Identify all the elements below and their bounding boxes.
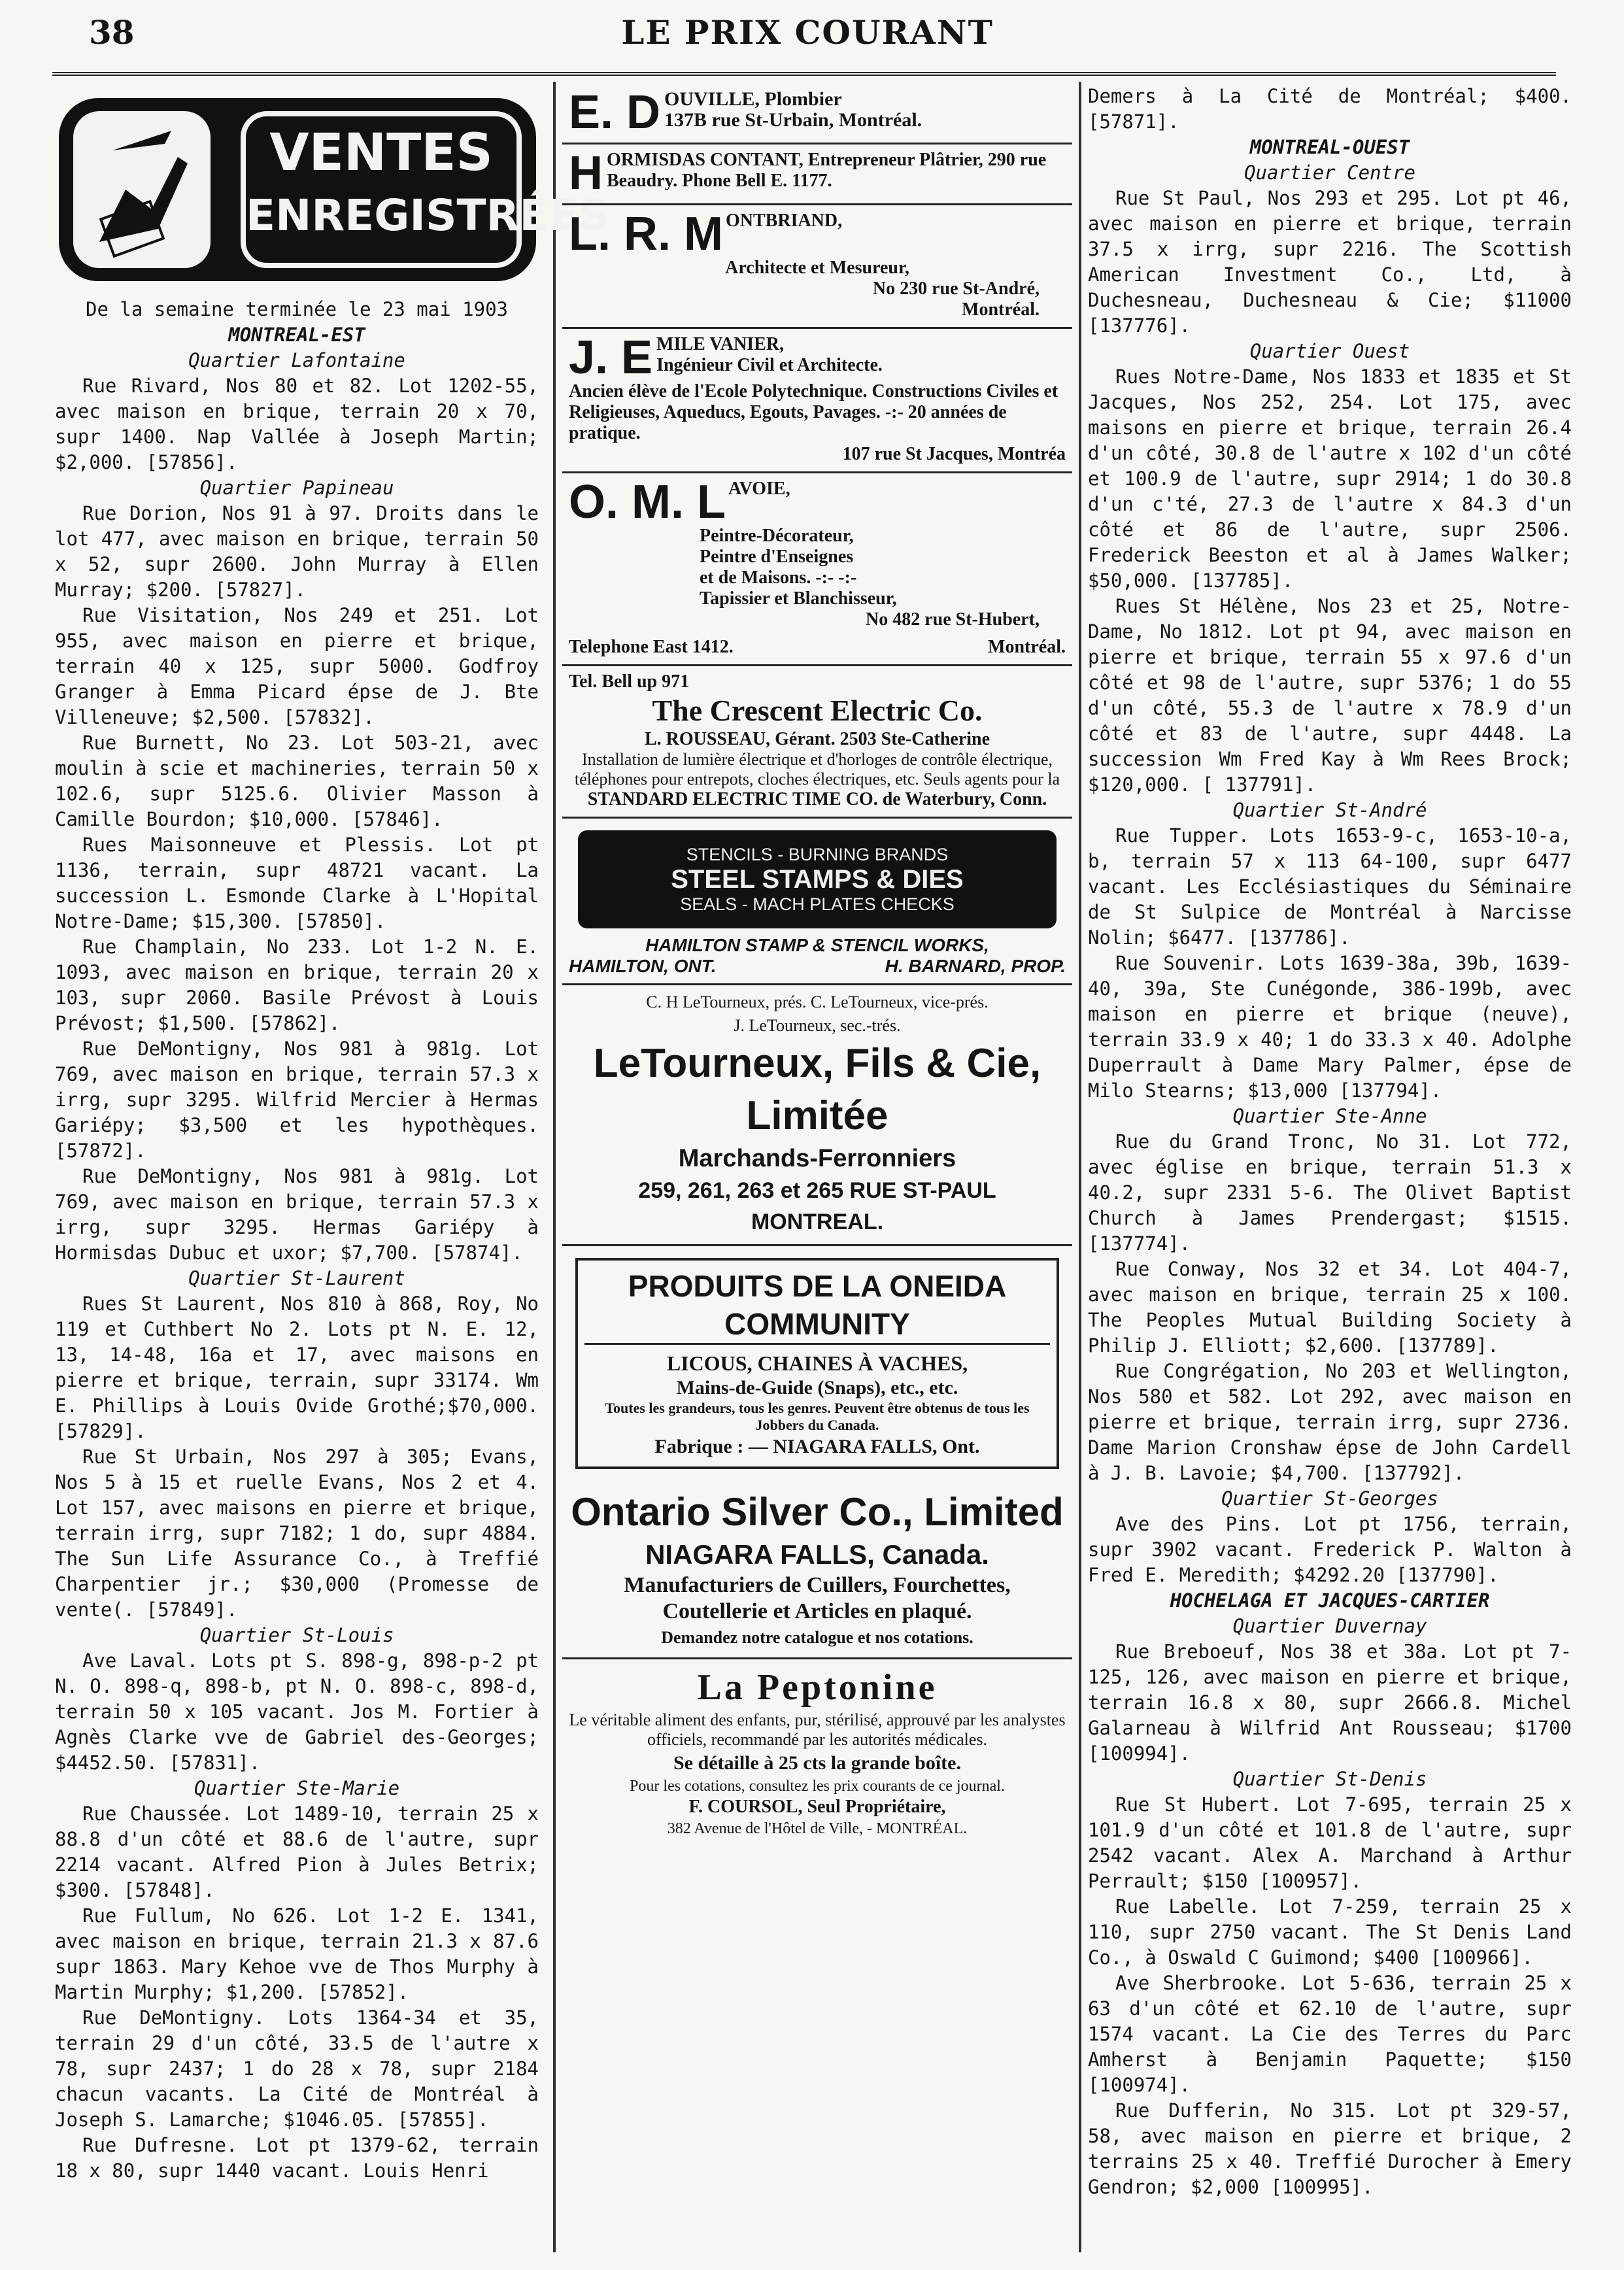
ad-line: Demandez notre catalogue et nos cotations.	[661, 1628, 973, 1647]
ad-line: MONTREAL.	[751, 1210, 884, 1234]
ad-lavoie	[562, 473, 1072, 666]
sale-entry: Rue Fullum, No 626. Lot 1-2 E. 1341, avec maison en brique, terrain 21.3 x 87.6 supr 1863. Mary Kehoe vve de Thos Murphy à Martin Murphy; $1,200. [57852].	[55, 1905, 539, 2003]
ad-line: Architecte et Mesureur,	[725, 258, 909, 278]
ad-name: AVOIE,	[728, 479, 790, 499]
quartier-heading: Quartier Lafontaine	[188, 349, 405, 371]
ad-city: NIAGARA FALLS, Canada.	[645, 1539, 989, 1570]
ad-name: ONTBRIAND,	[725, 211, 843, 231]
sale-entry: Rue DeMontigny. Lots 1364-34 et 35, terrain 29 d'un côté, 33.5 de l'autre x 78, supr 2437; 1 do 28 x 78, supr 2184 chacun vacants. La Cité de Montréal à Joseph S. Lamarche; $1046.05. [57855].	[55, 2007, 539, 2131]
sale-entry: Rue St Paul, Nos 293 et 295. Lot pt 46, avec maison en pierre et brique, terrain 37.5 x irrg, supr 2216. The Scottish American Investment Co., Ltd, à Duchesneau, Duchesneau & Cie; $11000 [137776].	[1088, 187, 1572, 337]
quartier-heading: Quartier St-Denis	[1232, 1768, 1427, 1790]
column-ads	[562, 84, 1072, 1845]
ad-line: 382 Avenue de l'Hôtel de Ville, - MONTRÉAL.	[667, 1820, 968, 1837]
ad-montbriand	[562, 205, 1072, 329]
ad-line: Montréal.	[962, 299, 1040, 320]
stamp-banner	[578, 830, 1057, 928]
ad-line: Pour les cotations, consultez les prix courants de ce journal.	[630, 1778, 1005, 1795]
quartier-heading: Quartier Centre	[1244, 161, 1415, 184]
ad-initial: J. E	[569, 331, 653, 384]
sale-entry: Rue Rivard, Nos 80 et 82. Lot 1202-55, avec maison en brique, terrain 20 x 70, supr 1400. Nap Vallée à Joseph Martin; $2,000. [57856].	[55, 375, 539, 473]
ad-line: 107 rue St Jacques, Montréa	[842, 444, 1066, 464]
quartier-heading: Quartier St-Georges	[1221, 1487, 1438, 1510]
sale-entry: Rues Maisonneuve et Plessis. Lot pt 1136, terrain, supr 48721 vacant. La succession L. Esmonde Clarke à L'Hopital Notre-Dame; $15,300. [57850].	[55, 834, 539, 932]
ad-line: et de Maisons. -:- -:-	[700, 568, 857, 588]
sale-entry: Ave Sherbrooke. Lot 5-636, terrain 25 x 63 d'un côté et 62.10 de l'autre, supr 1574 vacant. La Cie des Terres du Parc Amherst à Benjamin Paquette; $150 [100974].	[1088, 1972, 1572, 2096]
ad-phone: Telephone East 1412.	[569, 637, 734, 657]
ad-initial: E. D	[569, 86, 661, 139]
logo-line-2: ENREGISTRÉES	[246, 190, 610, 241]
ad-name: OUVILLE, Plombier	[664, 88, 842, 110]
column-left-entries	[55, 322, 539, 2184]
ad-line: Ingénieur Civil et Architecte.	[656, 355, 883, 375]
column-right-entries	[1088, 84, 1572, 2200]
ad-contant	[562, 144, 1072, 205]
ad-city: HAMILTON, ONT.	[569, 956, 717, 976]
ad-line: Mains-de-Guide (Snaps), etc., etc.	[676, 1377, 958, 1398]
ad-line: No 482 rue St-Hubert,	[866, 609, 1040, 630]
sale-entry: Ave des Pins. Lot pt 1756, terrain, supr 3902 vacant. Frederick P. Walton à Fred E. Meredith; $4292.20 [137790].	[1088, 1513, 1572, 1586]
column-left	[55, 84, 610, 2184]
sale-entry: Rue Breboeuf, Nos 38 et 38a. Lot pt 7-125, 126, avec maison en pierre et brique, terrain 16.8 x 80, supr 2666.8. Michel Galarneau à Wilfrid Ant Rousseau; $1700 [100994].	[1088, 1640, 1572, 1765]
quartier-heading: Quartier Ste-Anne	[1232, 1105, 1427, 1127]
sale-entry: Rues Notre-Dame, Nos 1833 et 1835 et St Jacques, Nos 252, 254. Lot 175, avec maisons en pierre et brique, terrain 26.4 d'un côté, 30.8 de l'autre x 102 d'un côté et 100.9 de l'autre, supr 2914; 1 do 30.8 d'un c'té, 27.3 de l'autre x 84.3 d'un côté et 86 de l'autre, supr 2506. Frederick Beeston et al à James Walker; $50,000. [137785].	[1088, 365, 1572, 592]
column-divider	[553, 82, 556, 2252]
quartier-heading: Quartier Duvernay	[1232, 1615, 1427, 1637]
ad-initial: L. R. M	[569, 208, 723, 260]
week-intro: De la semaine terminée le 23 mai 1903	[85, 298, 508, 320]
quartier-heading: Quartier St-Laurent	[188, 1267, 405, 1289]
ad-city: Montréal.	[988, 637, 1066, 657]
scribe-illustration	[73, 111, 211, 268]
sale-entry: Rue Visitation, Nos 249 et 251. Lot 955, avec maison en pierre et brique, terrain 40 x 125, supr 5000. Godfroy Granger à Emma Picard épse de J. Bte Villeneuve; $2,500. [57832].	[55, 604, 539, 728]
ad-crescent	[562, 666, 1072, 819]
ad-initial: H	[569, 147, 603, 199]
ad-name: MILE VANIER,	[656, 334, 785, 354]
banner-line: STENCILS - BURNING BRANDS	[686, 844, 949, 864]
ad-line: Marchands-Ferronniers	[678, 1145, 956, 1172]
ad-name: The Crescent Electric Co.	[652, 694, 983, 727]
ad-hamilton	[562, 819, 1072, 985]
sale-entry: Rue DeMontigny, Nos 981 à 981g. Lot 769, avec maison en brique, terrain 57.3 x irrg, supr 3295. Wilfrid Mercier à Hermas Gariépy; $3,500 et les hypothèques. [57872].	[55, 1038, 539, 1162]
sale-entry: Rue St Urbain, Nos 297 à 305; Evans, Nos 5 à 15 et ruelle Evans, Nos 2 et 4. Lot 157, avec maisons en pierre et brique, terrain irrg, supr 7182; 1 do, supr 4884. The Sun Life Assurance Co., à Treffié Charpentier jr.; $30,000 (Promesse de vente(. [57849].	[55, 1446, 539, 1621]
quartier-heading: Quartier Ste-Marie	[194, 1777, 400, 1799]
banner-line: STEEL STAMPS & DIES	[671, 864, 964, 894]
ad-line: STANDARD ELECTRIC TIME CO. de Waterbury, Conn.	[587, 789, 1047, 809]
ad-vanier	[562, 329, 1072, 473]
ad-line: L. ROUSSEAU, Gérant. 2503 Ste-Catherine	[644, 729, 990, 749]
ad-line: LICOUS, CHAINES À VACHES,	[666, 1351, 968, 1375]
ad-initial: O. M. L	[569, 476, 726, 528]
ad-name: HAMILTON STAMP & STENCIL WORKS,	[645, 935, 989, 955]
ad-line: Se détaille à 25 cts la grande boîte.	[673, 1752, 961, 1774]
ad-line: Peintre-Décorateur,	[700, 526, 854, 546]
ad-douville	[562, 84, 1072, 144]
sale-entry: Rues St Hélène, Nos 23 et 25, Notre-Dame, No 1812. Lot pt 94, avec maison en pierre et brique, terrain 55 x 97.6 d'un côté et 98 de l'autre, supr 5376; 1 do 55 d'un côté, 55.3 de l'autre x 78.9 d'un côté et 83 de l'autre, supr 4448. La succession Wm Fred Kay à Wm Rees Brock; $120,000. [ 137791].	[1088, 595, 1572, 796]
banner-line: SEALS - MACH PLATES CHECKS	[680, 894, 955, 914]
ad-line: Manufacturiers de Cuillers, Fourchettes, Coutellerie et Articles en plaqué.	[624, 1573, 1011, 1623]
quartier-heading: Quartier Ouest	[1249, 340, 1410, 362]
district-heading: MONTREAL-EST	[228, 324, 365, 346]
header-rule	[52, 72, 1556, 76]
ad-peptonine	[562, 1659, 1072, 1845]
ad-line: J. LeTourneux, sec.-trés.	[734, 1016, 901, 1035]
sale-entry: Rue Chaussée. Lot 1489-10, terrain 25 x 88.8 d'un côté et 88.6 de l'autre, supr 2214 vacant. Alfred Pion à Jules Betrix; $300. [57848].	[55, 1803, 539, 1901]
ad-proprietor: H. BARNARD, PROP.	[885, 956, 1066, 976]
sale-entry: Rue Tupper. Lots 1653-9-c, 1653-10-a, b, terrain 57 x 113 64-100, supr 6477 vacant. Les Ecclésiastiques du Séminaire de St Sulpice de Montréal à Narcisse Nolin; $6477. [137786].	[1088, 824, 1572, 949]
sale-entry: Rue Labelle. Lot 7-259, terrain 25 x 110, supr 2750 vacant. The St Denis Land Co., à Oswald C Guimond; $400 [100966].	[1088, 1895, 1572, 1969]
sale-entry: Rue Conway, Nos 32 et 34. Lot 404-7, avec maison en brique, terrain 25 x 100. The Peoples Mutual Building Society à Philip J. Elliott; $2,600. [137789].	[1088, 1258, 1572, 1357]
ad-line: Installation de lumière électrique et d'horloges de contrôle électrique, téléphones pour entrepots, cloches électriques, etc. Seuls agents pour la	[574, 750, 1060, 788]
ad-oneida	[562, 1246, 1072, 1482]
logo-text	[241, 111, 610, 268]
ad-line: Le véritable aliment des enfants, pur, stérilisé, approuvé par les analystes officiels, recommandé par les autorités médicales.	[569, 1710, 1066, 1749]
ad-name: Ontario Silver Co., Limited	[571, 1490, 1064, 1534]
quartier-heading: Quartier St-André	[1232, 799, 1427, 821]
quartier-heading: Quartier Papineau	[199, 477, 394, 499]
sale-entry: Rue du Grand Tronc, No 31. Lot 772, avec église en brique, terrain 51.3 x 40.2, supr 2331 5-6. The Olivet Baptist Church à James Prendergast; $1515. [137774].	[1088, 1130, 1572, 1255]
ad-ontario-silver	[562, 1482, 1072, 1659]
sale-entry: Rue Congrégation, No 203 et Wellington, Nos 580 et 582. Lot 292, avec maison en pierre et brique, terrain irrg, supr 2736. Dame Marion Cronshaw épse de John Cardell à J. B. Lavoie; $4,700. [137792].	[1088, 1360, 1572, 1484]
district-heading: HOCHELAGA ET JACQUES-CARTIER	[1170, 1589, 1490, 1612]
ad-name: PRODUITS DE LA ONEIDA COMMUNITY	[584, 1267, 1050, 1345]
ad-line: F. COURSOL, Seul Propriétaire,	[688, 1797, 946, 1817]
sale-entry: Rue Burnett, No 23. Lot 503-21, avec moulin à scie et machineries, terrain 50 x 102.6, supr 5125.6. Olivier Masson à Camille Bourdon; $10,000. [57846].	[55, 732, 539, 830]
ad-address: 137B rue St-Urbain, Montréal.	[664, 109, 922, 131]
sale-entry: Rue Dufferin, No 315. Lot pt 329-57, 58, avec maison en pierre et brique, 2 terrains 25 x 40. Treffié Durocher à Emery Gendron; $2,000 [100995].	[1088, 2099, 1572, 2198]
page-title: LE PRIX COURANT	[621, 13, 994, 52]
ad-line: Peintre d'Enseignes	[700, 547, 854, 567]
page-number: 38	[89, 13, 135, 52]
page-header	[52, 13, 1563, 59]
ad-line: 259, 261, 263 et 265 RUE ST-PAUL	[638, 1178, 996, 1203]
oneida-box	[575, 1258, 1059, 1469]
sale-entry: Rue Dorion, Nos 91 à 97. Droits dans le lot 477, avec maison en brique, terrain 50 x 52, supr 2600. John Murray à Ellen Murray; $200. [57827].	[55, 502, 539, 601]
ventes-logo	[59, 98, 610, 281]
column-right	[1088, 84, 1572, 2200]
ad-line: Tapissier et Blanchisseur,	[700, 588, 897, 609]
ad-line: No 230 rue St-André,	[872, 279, 1040, 299]
sale-entry: Rue Dufresne. Lot pt 1379-62, terrain 18 x 80, supr 1440 vacant. Louis Henri	[55, 2134, 539, 2182]
ad-name: La Peptonine	[697, 1667, 938, 1708]
sale-entry: Ave Laval. Lots pt S. 898-g, 898-p-2 pt N. O. 898-q, 898-b, pt N. O. 898-c, 898-d, terrain 50 x 105 vacant. Jos M. Fortier à Agnès Clarke vve de Gabriel des-Georges; $4452.50. [57831].	[55, 1650, 539, 1774]
district-heading: MONTREAL-OUEST	[1249, 136, 1410, 158]
logo-line-1: VENTES	[269, 124, 493, 182]
ad-text: ORMISDAS CONTANT, Entrepreneur Plâtrier, 290 rue Beaudry. Phone Bell E. 1177.	[607, 150, 1047, 191]
sale-entry: Rue Champlain, No 233. Lot 1-2 N. E. 1093, avec maison en brique, terrain 20 x 103, supr 2060. Basile Prévost à Louis Prévost; $1,500. [57862].	[55, 936, 539, 1034]
ad-line: Fabrique : — NIAGARA FALLS, Ont.	[654, 1436, 980, 1457]
ad-name: LeTourneux, Fils & Cie, Limitée	[593, 1041, 1041, 1138]
sale-entry: Rue Souvenir. Lots 1639-38a, 39b, 1639-40, 39a, Ste Cunégonde, 386-199b, avec maison en pierre et brique (neuve), terrain 33.9 x 40; 1 do 33.3 x 40. Adolphe Duperrault à Dame Mary Palmer, épse de Milo Stearns; $13,000 [137794].	[1088, 952, 1572, 1102]
sale-entry: Rue St Hubert. Lot 7-695, terrain 25 x 101.9 d'un côté et 101.8 de l'autre, supr 2542 vacant. Alex A. Marchand à Arthur Perrault; $150 [100957].	[1088, 1793, 1572, 1892]
ad-phone: Tel. Bell up 971	[569, 671, 690, 692]
ad-line: C. H LeTourneux, prés. C. LeTourneux, vice-prés.	[646, 992, 989, 1011]
column-divider	[1079, 82, 1081, 2252]
ad-line: Toutes les grandeurs, tous les genres. Peuvent être obtenus de tous les Jobbers du Canada.	[605, 1400, 1030, 1433]
sale-entry: Rues St Laurent, Nos 810 à 868, Roy, No 119 et Cuthbert No 2. Lots pt N. E. 12, 13, 14-48, 16a et 17, avec maisons en pierre et brique, terrain, supr 33174. Wm E. Phillips à Louis Ovide Grothé;$70,000. [57829].	[55, 1293, 539, 1442]
ad-line: Ancien élève de l'Ecole Polytechnique. Constructions Civiles et Religieuses, Aqueducs, Egouts, Pavages. -:- 20 années de pratique.	[569, 381, 1058, 443]
ad-letourneux	[562, 985, 1072, 1246]
sale-entry: Demers à La Cité de Montréal; $400. [57871].	[1088, 85, 1572, 133]
quartier-heading: Quartier St-Louis	[199, 1624, 394, 1646]
sale-entry: Rue DeMontigny, Nos 981 à 981g. Lot 769, avec maison en brique, terrain 57.3 x irrg, supr 3295. Hermas Gariépy à Hormisdas Dubuc et uxor; $7,700. [57874].	[55, 1165, 539, 1264]
